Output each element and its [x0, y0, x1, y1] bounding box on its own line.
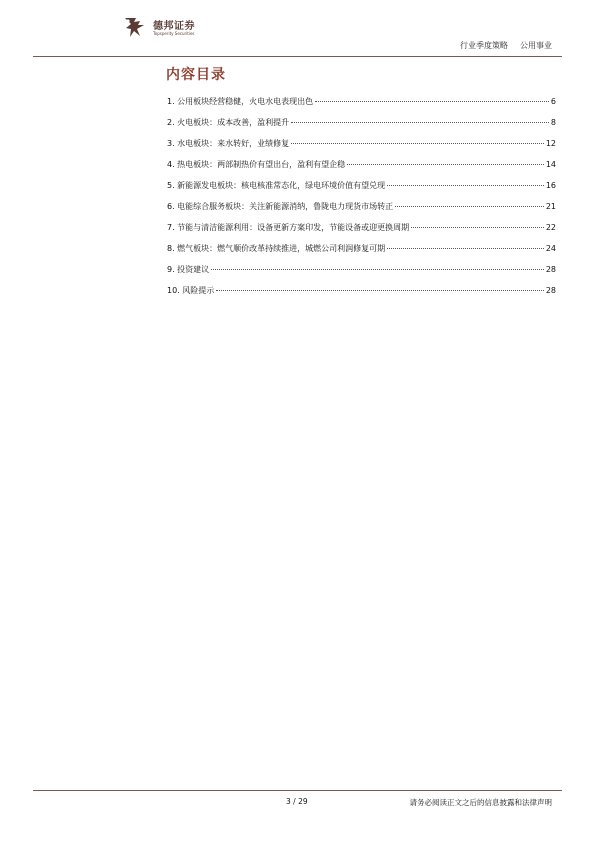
toc-item[interactable]	[167, 285, 556, 306]
footer-disclaimer: 请务必阅读正文之后的信息披露和法律声明	[409, 798, 552, 807]
toc-leader-dots	[211, 269, 544, 270]
toc-item[interactable]	[167, 180, 556, 201]
toc-leader-dots	[387, 248, 544, 249]
toc-item-page: 6	[550, 97, 556, 106]
toc-item-text: 10. 风险提示	[167, 286, 215, 295]
toc-item-page: 21	[545, 202, 556, 211]
toc-item[interactable]	[167, 264, 556, 285]
toc-item-text: 9. 投资建议	[167, 265, 210, 274]
brand-logo	[122, 14, 232, 40]
toc-item-page: 22	[545, 223, 556, 232]
brand-name-en: Topsperity Securities	[153, 31, 195, 36]
toc-leader-dots	[315, 101, 549, 102]
header-divider	[33, 56, 562, 57]
header-tag-report-type: 行业季度策略	[460, 41, 508, 50]
toc-title: 内容目录	[166, 67, 226, 83]
toc-item-page: 12	[545, 139, 556, 148]
toc-item-text: 8. 燃气板块：燃气顺价改革持续推进，城燃公司利润修复可期	[167, 244, 386, 253]
header-tag-sector: 公用事业	[520, 41, 552, 50]
toc-item[interactable]	[167, 222, 556, 243]
toc-item-page: 28	[545, 265, 556, 274]
toc-leader-dots	[395, 206, 544, 207]
toc-leader-dots	[291, 143, 544, 144]
toc-leader-dots	[216, 290, 544, 291]
toc-leader-dots	[347, 164, 544, 165]
toc-item-page: 28	[545, 286, 556, 295]
toc-item[interactable]	[167, 159, 556, 180]
toc-item-text: 4. 热电板块：两部制热价有望出台，盈利有望企稳	[167, 160, 346, 169]
toc-item-text: 7. 节能与清洁能源利用：设备更新方案印发，节能设备或迎更换周期	[167, 223, 410, 232]
toc-item-text: 6. 电能综合服务板块：关注新能源消纳，鲁陇电力现货市场转正	[167, 202, 394, 211]
toc-item-page: 8	[550, 118, 556, 127]
toc-item[interactable]	[167, 117, 556, 138]
toc-leader-dots	[387, 185, 544, 186]
toc-item[interactable]	[167, 201, 556, 222]
toc-leader-dots	[411, 227, 544, 228]
toc-item-text: 2. 火电板块：成本改善，盈利提升	[167, 118, 290, 127]
page-number: 3 / 29	[286, 797, 308, 806]
footer-divider	[33, 790, 562, 791]
brand-logo-icon	[122, 14, 148, 40]
toc-item-text: 3. 水电板块：来水转好，业绩修复	[167, 139, 290, 148]
toc-item[interactable]	[167, 96, 556, 117]
toc-item-page: 16	[545, 181, 556, 190]
toc-item-page: 24	[545, 244, 556, 253]
toc-item-text: 1. 公用板块经营稳健，火电水电表现出色	[167, 97, 314, 106]
table-of-contents	[167, 96, 556, 306]
toc-item-page: 14	[545, 160, 556, 169]
toc-item[interactable]	[167, 138, 556, 159]
toc-item-text: 5. 新能源发电板块：核电核准常态化，绿电环境价值有望兑现	[167, 181, 386, 190]
header-tags	[460, 40, 552, 51]
toc-item[interactable]	[167, 243, 556, 264]
toc-leader-dots	[291, 122, 549, 123]
brand-name-cn: 德邦证券	[153, 21, 195, 32]
